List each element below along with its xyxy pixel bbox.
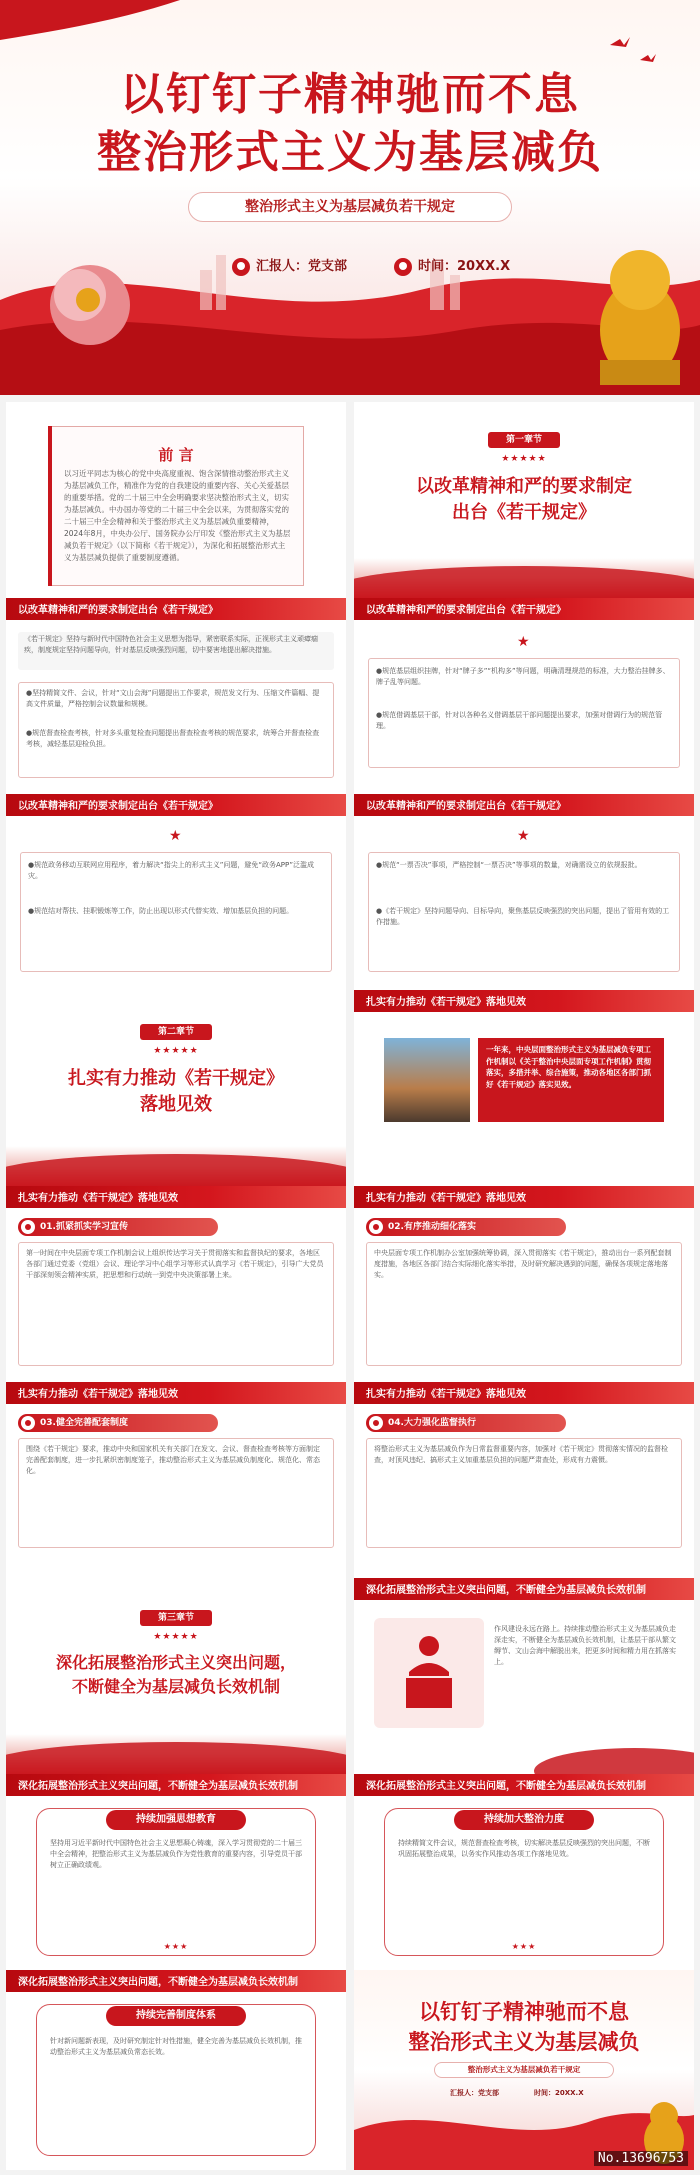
building-photo [384, 1038, 470, 1122]
content-slide-3b [354, 598, 694, 794]
content-slide-6a [6, 1186, 346, 1382]
slide-header-bar: 深化拓展整治形式主义突出问题，不断健全为基层减负长效机制 [6, 1774, 346, 1796]
slide4a-point-2: ●规范结对帮扶、挂职锻炼等工作，防止出现以形式代替实效、增加基层负担的问题。 [28, 907, 294, 915]
bullet-icon [369, 1416, 383, 1430]
content-slide-9b [354, 1774, 694, 1970]
slide3b-point-2: ●规范借调基层干部，针对以各种名义借调基层干部问题提出要求，加强对借调行为的规范管理。 [376, 711, 663, 730]
slide-header-bar: 以改革精神和严的要求制定出台《若干规定》 [354, 794, 694, 816]
content-slide-7b [354, 1382, 694, 1578]
chapter3-tag: 第三章节 [140, 1610, 212, 1626]
slide-header-bar: 深化拓展整治形式主义突出问题，不断健全为基层减负长效机制 [354, 1774, 694, 1796]
chapter2-title-line1: 扎实有力推动《若干规定》 [68, 1068, 284, 1089]
foreword-text: 以习近平同志为核心的党中央高度重视、饱含深情推动整治形式主义为基层减负工作，精准作为党的自我建设的重要内容、关心关爱基层的重要举措。党的二十届三中全会明确要求坚决整治形式主义，切实为基层减负。中办国办等党的二十届三中全会以来，为贯彻落实党的二十届三中全会精神和关于整治形式主义为基层减负重要精神，2024年8月，中央办公厅、国务院办公厅印发《整治形式主义为基层减负若干规定》（以下简称《若干规定》），为深化和拓展整治形式主义为基层减负提供了重要制度遵循。 [64, 469, 291, 562]
slide-header-bar: 深化拓展整治形式主义突出问题，不断健全为基层减负长效机制 [6, 1970, 346, 1992]
end-time: 时间：20XX.X [534, 2089, 584, 2097]
chapter1-slide [354, 402, 694, 598]
end-reporter: 汇报人：党支部 [450, 2089, 499, 2097]
watermark-id: No.13696753 [594, 2151, 688, 2166]
stars-decoration: ★★★★★ [153, 1632, 199, 1642]
slide-header-bar: 以改革精神和严的要求制定出台《若干规定》 [6, 794, 346, 816]
star-icon: ★ [517, 828, 530, 844]
chapter3-title-line2: 不断健全为基层减负长效机制 [71, 1677, 280, 1696]
slide-header-bar: 扎实有力推动《若干规定》落地见效 [354, 990, 694, 1012]
slide8b-text: 作风建设永远在路上。持续推动整治形式主义为基层减负走深走实，不断健全为基层减负长效机制，让基层干部从繁文缛节、文山会海中解脱出来，把更多时间和精力用在抓落实上。 [494, 1625, 676, 1666]
content-slide-9a [6, 1774, 346, 1970]
slide3a-point-2: ●规范督查检查考核，针对多头重复检查问题提出督查检查考核的规范要求，统筹合并督查检查考核，减轻基层迎检负担。 [26, 729, 320, 748]
chapter1-title-line1: 以改革精神和严的要求制定 [416, 476, 632, 497]
slide4b-point-1: ●规范“一票否决”事项，严格控制“一票否决”等事项的数量，对确需设立的依规报批。 [376, 861, 642, 869]
content-slide-6b [354, 1186, 694, 1382]
chapter1-title-line2: 出台《若干规定》 [452, 502, 596, 523]
chapter2-slide [6, 990, 346, 1186]
bullet-icon [369, 1220, 383, 1234]
cover-title-line1: 以钉钉子精神驰而不息 [120, 69, 580, 120]
content-slide-10a [6, 1970, 346, 2170]
cover-reporter: 汇报人：党支部 [232, 255, 347, 276]
slide7b-heading: 04.大力强化监督执行 [366, 1414, 566, 1432]
content-slide-4b [354, 794, 694, 990]
slide3a-point-1: ●坚持精简文件、会议，针对“文山会海”问题提出工作要求，规范发文行为、压缩文件篇幅、提高文件质量，严格控制会议数量和规模。 [26, 689, 320, 708]
foreword-slide [6, 402, 346, 598]
slide6a-text: 第一时间在中央层面专项工作机制会议上组织传达学习关于贯彻落实和监督执纪的要求，各地区各部门通过党委（党组）会议、理论学习中心组学习等形式认真学习《若干规定》，引导广大党员干部深刻领会精神实质，把思想和行动统一到党中央决策部署上来。 [26, 1249, 324, 1279]
chapter2-title-line2: 落地见效 [140, 1094, 212, 1115]
end-title-line1: 以钉钉子精神驰而不息 [419, 1999, 629, 2024]
stars-decoration: ★★★ [163, 1942, 189, 1951]
bullet-icon [21, 1220, 35, 1234]
slide-header-bar: 以改革精神和严的要求制定出台《若干规定》 [6, 598, 346, 620]
chapter3-slide [6, 1578, 346, 1774]
person-icon [232, 258, 250, 276]
star-icon: ★ [517, 634, 530, 650]
stars-decoration: ★★★★★ [153, 1046, 199, 1056]
chapter2-tag: 第二章节 [140, 1024, 212, 1040]
slide7a-heading: 03.健全完善配套制度 [18, 1414, 218, 1432]
cover-subtitle: 整治形式主义为基层减负若干规定 [188, 192, 512, 222]
bullet-icon [21, 1416, 35, 1430]
slide3a-intro: 《若干规定》坚持与新时代中国特色社会主义思想为指导，紧密联系实际，正视形式主义顽瘴痼疾，制度规定坚持问题导向，针对基层反映强烈问题，切中要害地提出解决措施。 [24, 635, 318, 654]
chapter1-tag: 第一章节 [488, 432, 560, 448]
cover-slide [0, 0, 700, 395]
cover-title-line2: 整治形式主义为基层减负 [97, 127, 603, 178]
slide6b-heading: 02.有序推动细化落实 [366, 1218, 566, 1236]
slide-header-bar: 深化拓展整治形式主义突出问题，不断健全为基层减负长效机制 [354, 1578, 694, 1600]
cover-time: 时间：20XX.X [394, 255, 510, 276]
speaker-podium-icon [394, 1632, 464, 1712]
content-slide-4a [6, 794, 346, 990]
slide-header-bar: 以改革精神和严的要求制定出台《若干规定》 [354, 598, 694, 620]
end-title-line2: 整治形式主义为基层减负 [408, 2029, 640, 2054]
slide-header-bar: 扎实有力推动《若干规定》落地见效 [354, 1186, 694, 1208]
clock-icon [394, 258, 412, 276]
stars-decoration: ★★★★★ [501, 454, 547, 464]
end-subtitle: 整治形式主义为基层减负若干规定 [434, 2062, 614, 2078]
slide4b-point-2: ●《若干规定》坚持问题导向、目标导向，聚焦基层反映强烈的突出问题，提出了管用有效的工作措施。 [376, 907, 670, 926]
slide9a-text: 坚持用习近平新时代中国特色社会主义思想凝心铸魂，深入学习贯彻党的二十届三中全会精神，把整治形式主义为基层减负作为党性教育的重要内容，引导党员干部树立正确政绩观。 [50, 1839, 302, 1869]
slide7a-text: 围绕《若干规定》要求，推动中央和国家机关有关部门在发文、会议、督查检查考核等方面制定完善配套制度，进一步扎紧织密制度笼子，推动整治形式主义为基层减负制度化、规范化、常态化。 [26, 1445, 320, 1475]
lion-statue-icon [600, 250, 680, 385]
slide10a-heading: 持续完善制度体系 [106, 2006, 246, 2026]
slide9b-heading: 持续加大整治力度 [454, 1810, 594, 1830]
slide9b-text: 持续精简文件会议，规范督查检查考核，切实解决基层反映强烈的突出问题，不断巩固拓展整治成果，以务实作风推动各项工作落地见效。 [398, 1839, 650, 1858]
slide3b-point-1: ●规范基层组织挂牌，针对“牌子多”“机构多”等问题，明确清理规范的标准，大力整治挂牌多、牌子乱等问题。 [376, 667, 670, 686]
slide5b-text: 一年来，中央层面整治形式主义为基层减负专项工作机制以《关于整治中央层面专项工作机制》贯彻落实，多措并举、综合施策，推动各地区各部门抓好《若干规定》落实见效。 [486, 1045, 651, 1089]
content-slide-7a [6, 1382, 346, 1578]
slide10a-text: 针对新问题新表现，及时研究制定针对性措施，健全完善为基层减负长效机制，推动整治形式主义为基层减负常态长效。 [50, 2037, 302, 2056]
slide7b-text: 将整治形式主义为基层减负作为日常监督重要内容，加强对《若干规定》贯彻落实情况的监督检查，对顶风违纪、搞形式主义加重基层负担的问题严肃查处，形成有力震慑。 [374, 1445, 668, 1464]
end-slide [354, 1970, 694, 2170]
slide4a-point-1: ●规范政务移动互联网应用程序，着力解决“指尖上的形式主义”问题，避免“政务APP”泛滥成灾。 [28, 861, 314, 880]
slide-header-bar: 扎实有力推动《若干规定》落地见效 [6, 1186, 346, 1208]
slide6a-heading: 01.抓紧抓实学习宣传 [18, 1218, 218, 1236]
slide-header-bar: 扎实有力推动《若干规定》落地见效 [6, 1382, 346, 1404]
flower-decoration [50, 265, 130, 345]
content-slide-5b [354, 990, 694, 1186]
slide9a-heading: 持续加强思想教育 [106, 1810, 246, 1830]
content-slide-3a [6, 598, 346, 794]
foreword-heading: 前 言 [158, 446, 194, 464]
star-icon: ★ [169, 828, 182, 844]
chapter3-title-line1: 深化拓展整治形式主义突出问题， [55, 1653, 296, 1672]
slide-header-bar: 扎实有力推动《若干规定》落地见效 [354, 1382, 694, 1404]
slide6b-text: 中央层面专项工作机制办公室加强统筹协调，深入贯彻落实《若干规定》，推动出台一系列配套制度措施，各地区各部门结合实际细化落实举措，及时研究解决遇到的问题，确保各项规定落地落实。 [374, 1249, 672, 1279]
content-slide-8b [354, 1578, 694, 1774]
stars-decoration: ★★★ [511, 1942, 537, 1951]
